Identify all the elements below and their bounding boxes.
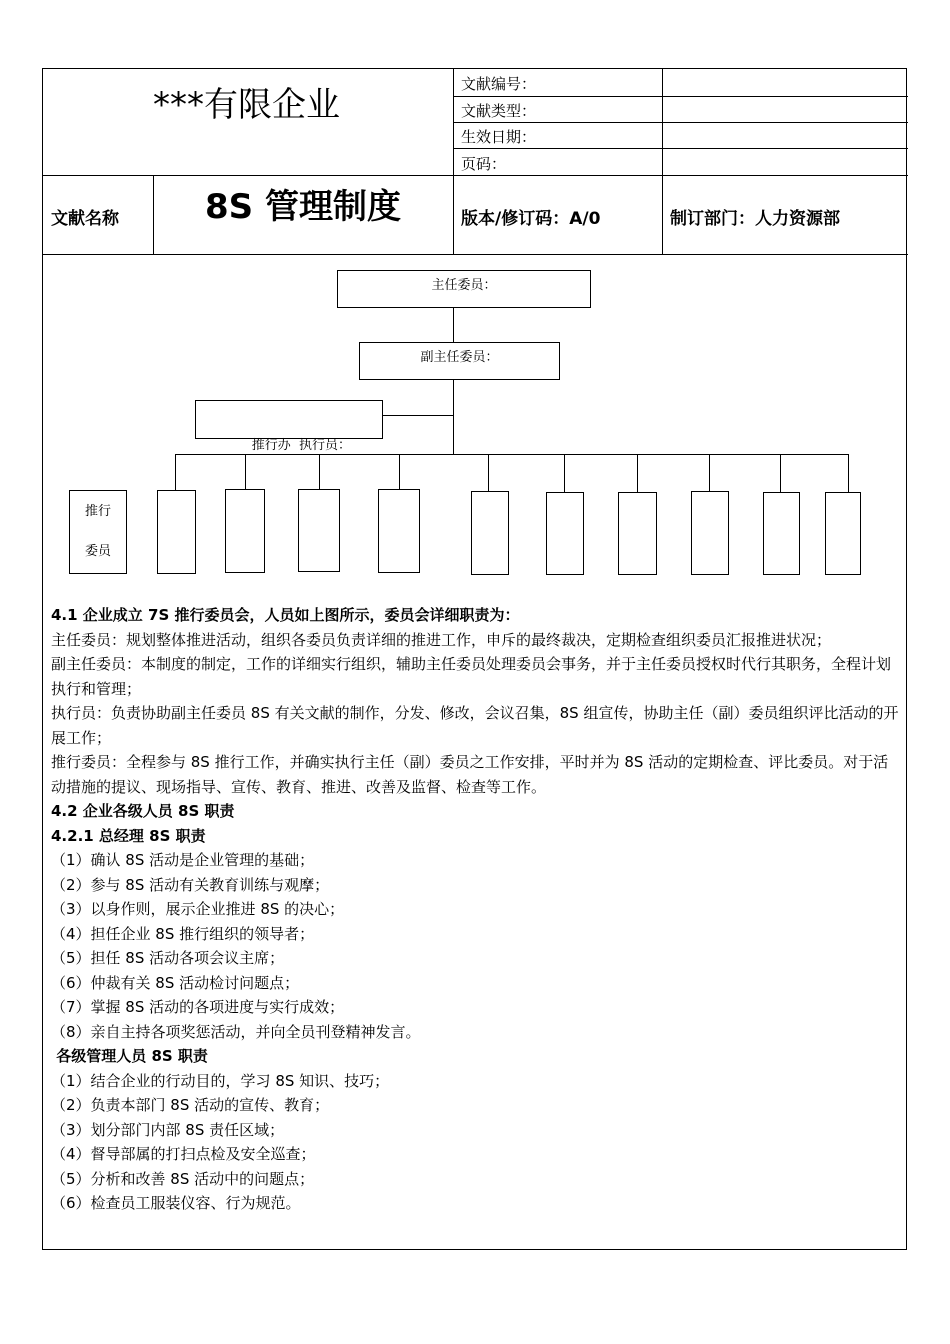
connector-line <box>175 454 176 490</box>
member-box <box>471 491 509 575</box>
divider <box>453 148 908 149</box>
list-item: （2）负责本部门 8S 活动的宣传、教育； <box>51 1096 330 1114</box>
org-chart <box>43 255 908 585</box>
section-4-2-title: 4.2 企业各级人员 8S 职责 <box>51 802 235 820</box>
divider <box>453 96 908 97</box>
vice-committee-box <box>359 342 560 380</box>
chief-committee-label: 主任委员： <box>431 278 497 293</box>
list-item: （7）掌握 8S 活动的各项进度与实行成效； <box>51 998 345 1016</box>
department-label: 制订部门：人力资源部 <box>670 209 840 229</box>
list-item: （2）参与 8S 活动有关教育训练与观摩； <box>51 875 330 894</box>
paragraph: 执行员：负责协助副主任委员 8S 有关文献的制作，分发、修改，会议召集，8S 组宣传，协助主任（副）委员组织评比活动的开展工作； <box>51 704 899 747</box>
list-item: （5）担任 8S 活动各项会议主席； <box>51 949 285 967</box>
page-number-label: 页码： <box>461 155 507 173</box>
committee-member-box <box>69 490 127 574</box>
list-item: （3）划分部门内部 8S 责任区域； <box>51 1120 285 1139</box>
paragraph: 主任委员：规划整体推进活动，组织各委员负责详细的推进工作，申斥的最终裁决，定期检查组织委员汇报推进状况； <box>51 630 832 649</box>
doc-type-label: 文献类型： <box>461 102 537 120</box>
member-box <box>825 492 861 575</box>
divider <box>662 69 663 255</box>
version-label: 版本/修订码：A/0 <box>461 209 601 229</box>
section-4-2-1-title: 4.2.1 总经理 8S 职责 <box>51 826 206 845</box>
member-box <box>378 489 420 573</box>
document-page <box>42 68 907 1250</box>
connector-line <box>453 308 454 342</box>
committee-label-line1: 推行 <box>84 504 111 519</box>
list-item: （6）仲裁有关 8S 活动检讨问题点； <box>51 973 300 992</box>
doc-name-label: 文献名称 <box>51 209 119 229</box>
list-item: （4）督导部属的打扫点检及安全巡查； <box>51 1145 316 1163</box>
connector-line <box>319 454 320 489</box>
chief-committee-box <box>337 270 591 308</box>
list-item: （5）分析和改善 8S 活动中的问题点； <box>51 1169 315 1188</box>
connector-line <box>453 380 454 454</box>
paragraph: 推行委员：全程参与 8S 推行工作，并确实执行主任（副）委员之工作安排，平时并为 8S 活动的定期检查、评比委员。对于活动措施的提议、现场指导、宣传、教育、推进、改善及监督、检查等工作。 <box>51 753 889 796</box>
list-item: （1）结合企业的行动目的，学习 8S 知识、技巧； <box>51 1071 390 1090</box>
member-box <box>691 491 729 575</box>
company-name: ***有限企业 <box>153 85 340 125</box>
member-box <box>546 492 584 575</box>
section-4-1-title: 4.1 企业成立 7S 推行委员会，人员如上图所示，委员会详细职责为： <box>51 606 520 624</box>
connector-line <box>637 454 638 492</box>
effective-date-label: 生效日期： <box>461 128 537 146</box>
doc-number-label: 文献编号： <box>461 75 537 93</box>
connector-line <box>245 454 246 489</box>
office-executor-box <box>195 400 383 453</box>
list-item: （8）亲自主持各项奖惩活动，并向全员刊登精神发言。 <box>51 1022 421 1041</box>
member-box <box>763 492 800 575</box>
divider <box>453 122 908 123</box>
list-item: （1）确认 8S 活动是企业管理的基础； <box>51 851 315 869</box>
member-box <box>157 490 196 574</box>
connector-line <box>175 454 849 455</box>
doc-title: 8S 管理制度 <box>205 187 401 227</box>
connector-line <box>564 454 565 492</box>
manager-section-title: 各级管理人员 8S 职责 <box>51 1047 208 1065</box>
list-item: （4）担任企业 8S 推行组织的领导者； <box>51 924 315 943</box>
document-body <box>51 603 901 1216</box>
committee-label-line2: 委员 <box>84 544 111 559</box>
member-box <box>618 492 657 575</box>
connector-line <box>848 454 849 492</box>
connector-line <box>383 415 453 416</box>
connector-line <box>709 454 710 491</box>
divider <box>453 69 454 255</box>
connector-line <box>488 454 489 491</box>
member-box <box>225 489 265 573</box>
paragraph: 副主任委员：本制度的制定，工作的详细实行组织，辅助主任委员处理委员会事务，并于主任委员授权时代行其职务，全程计划执行和管理； <box>51 655 892 698</box>
connector-line <box>399 454 400 489</box>
divider <box>43 175 908 176</box>
member-box <box>298 489 340 572</box>
connector-line <box>780 454 781 492</box>
office-executor-label: 推行办 执行员： <box>251 438 352 453</box>
divider <box>153 175 154 255</box>
vice-committee-label: 副主任委员： <box>420 350 499 365</box>
list-item: （6）检查员工服装仪容、行为规范。 <box>51 1194 301 1212</box>
list-item: （3）以身作则，展示企业推进 8S 的决心； <box>51 900 345 918</box>
